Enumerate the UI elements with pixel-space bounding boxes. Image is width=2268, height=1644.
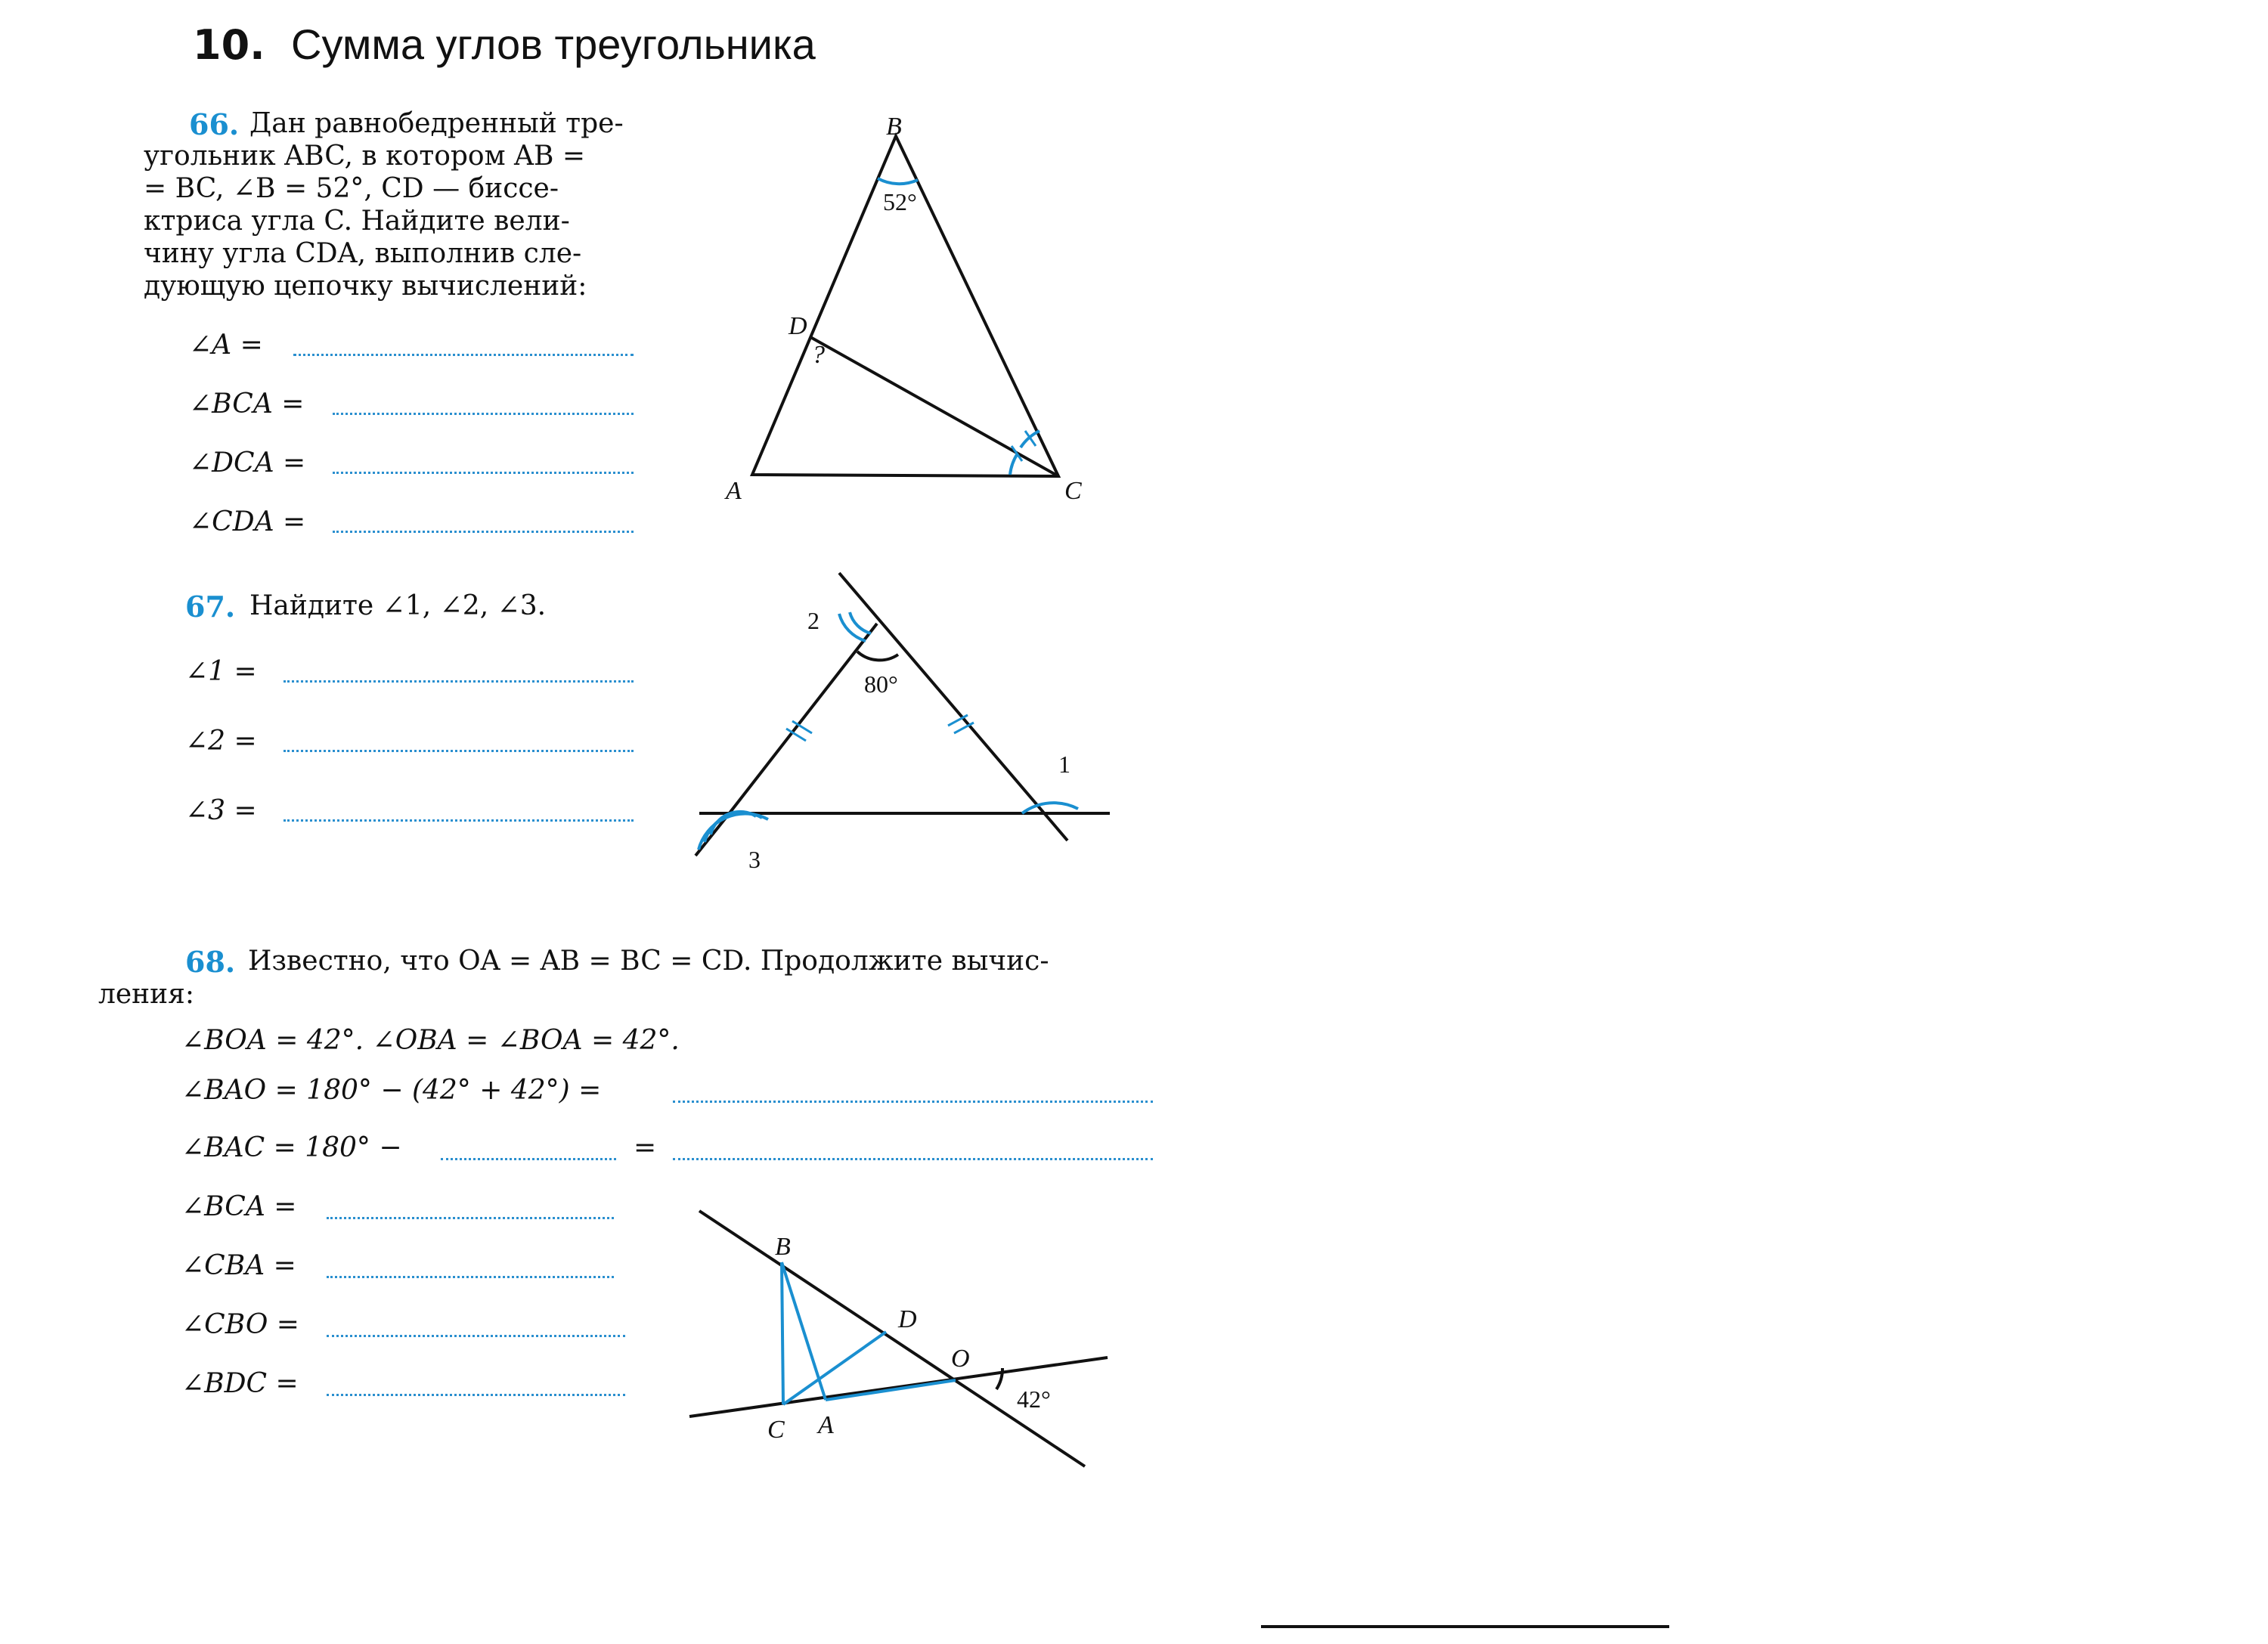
problem-67-number: 67. <box>185 590 236 624</box>
angle-1-arc <box>1022 803 1078 813</box>
label-3: 3 <box>748 846 761 873</box>
problem-66-line: угольник ABC, в котором AB = <box>144 141 586 172</box>
angle-2-arc1 <box>850 612 871 633</box>
line-left <box>726 624 877 818</box>
triangle-abc <box>752 136 1058 476</box>
answer-label-cbo: ∠CBO = <box>181 1309 299 1340</box>
problem-66-line: дующую цепочку вычислений: <box>144 271 587 302</box>
angle-80-arc <box>857 652 898 660</box>
answer-label-3: ∠3 = <box>185 795 257 826</box>
line-right <box>839 573 1067 841</box>
segment-bc <box>782 1262 783 1404</box>
label-a: A <box>726 477 742 505</box>
angle-b-arc <box>878 178 918 184</box>
label-d2: D <box>898 1305 917 1333</box>
line-bo <box>699 1211 1085 1466</box>
figure-68 <box>689 1211 1108 1466</box>
problem-66-line: ктриса угла C. Найдите вели- <box>144 206 570 237</box>
figure-67 <box>696 573 1110 856</box>
label-o: O <box>951 1345 970 1373</box>
label-42: 42° <box>1017 1385 1051 1413</box>
label-c2: C <box>767 1416 785 1444</box>
problem-66-number: 66. <box>189 107 240 141</box>
label-52: 52° <box>883 188 917 215</box>
segment-ao <box>826 1380 956 1400</box>
answer-label-1: ∠1 = <box>185 656 257 687</box>
bao-line: ∠BAO = 180° − (42° + 42°) = <box>181 1075 602 1106</box>
answer-label-dca: ∠DCA = <box>189 447 306 478</box>
label-b: B <box>886 113 902 141</box>
answer-label-cda: ∠CDA = <box>189 506 306 537</box>
answer-label-bca: ∠BCA = <box>189 389 305 420</box>
given-line: ∠BOA = 42°. ∠OBA = ∠BOA = 42°. <box>181 1025 680 1056</box>
angle-3-arc3 <box>699 813 768 850</box>
answer-label-a: ∠A = <box>189 330 263 361</box>
page-title: Сумма углов треугольника <box>291 20 816 68</box>
label-c: C <box>1064 477 1082 505</box>
bisector-cd <box>810 337 1058 476</box>
label-d: D <box>789 312 807 340</box>
answer-label-cba: ∠CBA = <box>181 1250 296 1281</box>
section-number: 10. <box>193 21 265 69</box>
line-left-ext <box>696 818 726 856</box>
problem-66-line: Дан равнобедренный тре- <box>249 108 624 139</box>
answer-label-bdc: ∠BDC = <box>181 1368 299 1399</box>
label-80: 80° <box>864 670 898 698</box>
problem-66-line: = BC, ∠B = 52°, CD — биссе- <box>144 173 559 204</box>
angle-c-arc1 <box>1010 454 1018 475</box>
label-a2: A <box>818 1411 834 1439</box>
problem-67-text: Найдите ∠1, ∠2, ∠3. <box>249 590 547 621</box>
answer-label-bca2: ∠BCA = <box>181 1191 297 1222</box>
problem-68-text-line1: Известно, что OA = AB = BC = CD. Продолжите вычис- <box>248 946 1049 977</box>
problem-66-line: чину угла CDA, выполнив сле- <box>144 238 582 269</box>
bac-equals: = <box>634 1132 657 1163</box>
label-2: 2 <box>807 607 820 634</box>
label-question: ? <box>812 341 825 369</box>
label-b2: B <box>775 1233 791 1261</box>
answer-label-2: ∠2 = <box>185 726 257 757</box>
problem-68-number: 68. <box>185 945 236 979</box>
label-1: 1 <box>1058 751 1070 778</box>
figure-66 <box>752 136 1058 476</box>
problem-68-text-line2: ления: <box>98 979 195 1010</box>
bac-line: ∠BAC = 180° − <box>181 1132 402 1163</box>
